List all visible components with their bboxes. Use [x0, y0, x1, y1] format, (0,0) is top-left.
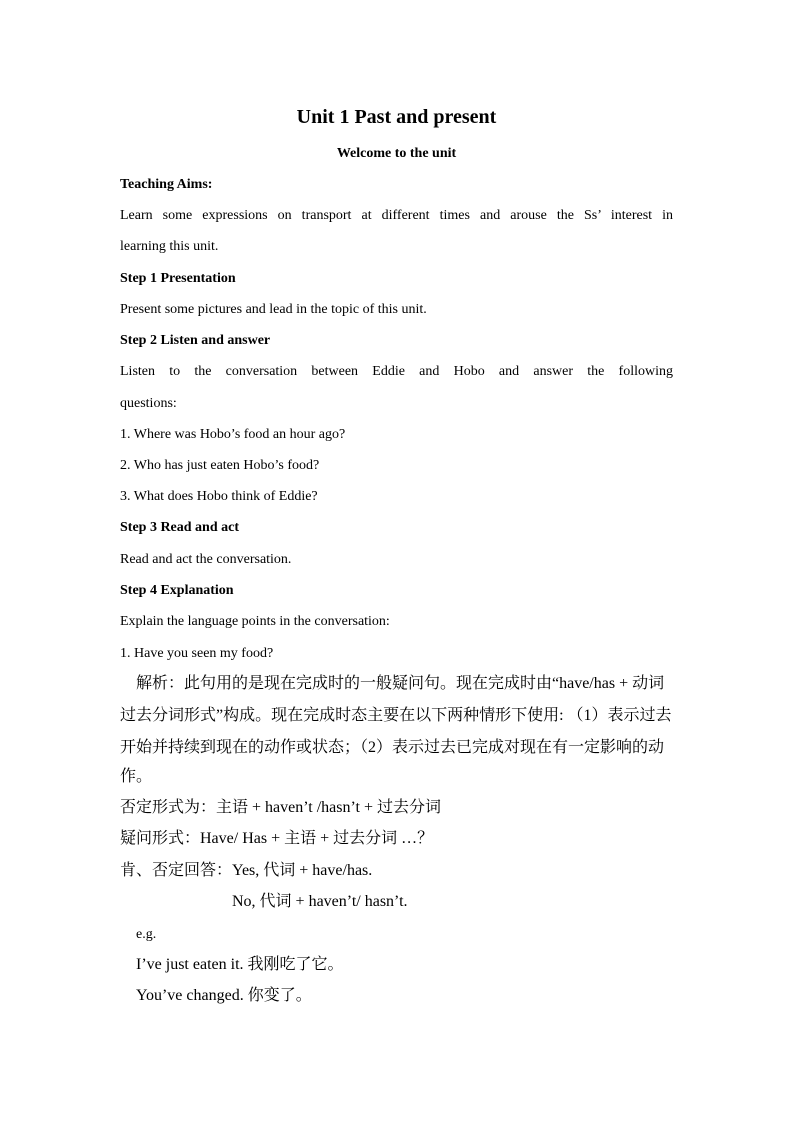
analysis-line-3: 开始并持续到现在的动作或状态；（2）表示过去已完成对现在有一定影响的动	[120, 739, 665, 756]
analysis-line-1: 解析：此句用的是现在完成时的一般疑问句。现在完成时由“have/has + 动词	[136, 675, 665, 692]
teaching-aims-heading: Teaching Aims:	[120, 177, 213, 192]
short-answer-yes: 肯、否定回答：Yes, 代词 + have/has.	[120, 862, 373, 879]
step3-text: Read and act the conversation.	[120, 552, 292, 567]
analysis-line-4: 作。	[120, 768, 153, 785]
document-subtitle: Welcome to the unit	[336, 146, 457, 161]
step4-intro: Explain the language points in the conversation:	[120, 614, 390, 629]
example-2: You’ve changed. 你变了。	[136, 987, 312, 1004]
analysis-line-2: 过去分词形式”构成。现在完成时态主要在以下两种情形下使用: （1）表示过去	[120, 707, 672, 724]
step2-instruction-line-1: Listen to the conversation between Eddie and Hobo and answer the following	[120, 364, 673, 379]
step1-heading: Step 1 Presentation	[120, 271, 236, 286]
example-label: e.g.	[136, 927, 157, 942]
question-2: 2. Who has just eaten Hobo’s food?	[120, 458, 320, 473]
language-point-1: 1. Have you seen my food?	[120, 646, 274, 661]
step3-heading: Step 3 Read and act	[120, 520, 240, 535]
question-3: 3. What does Hobo think of Eddie?	[120, 489, 318, 504]
step2-instruction-line-2: questions:	[120, 396, 177, 411]
negative-form: 否定形式为：主语 + haven’t /hasn’t + 过去分词	[120, 799, 441, 816]
step2-heading: Step 2 Listen and answer	[120, 333, 271, 348]
teaching-aims-text-line-2: learning this unit.	[120, 239, 219, 254]
example-1: I’ve just eaten it. 我刚吃了它。	[136, 956, 344, 973]
document-title: Unit 1 Past and present	[296, 106, 497, 128]
question-1: 1. Where was Hobo’s food an hour ago?	[120, 427, 346, 442]
short-answer-no: No, 代词 + haven’t/ hasn’t.	[232, 893, 408, 910]
teaching-aims-text-line-1: Learn some expressions on transport at different times and arouse the Ss’ interest in	[120, 208, 673, 223]
step1-text: Present some pictures and lead in the topic of this unit.	[120, 302, 427, 317]
step4-heading: Step 4 Explanation	[120, 583, 234, 598]
question-form: 疑问形式：Have/ Has + 主语 + 过去分词 …？	[120, 830, 434, 847]
